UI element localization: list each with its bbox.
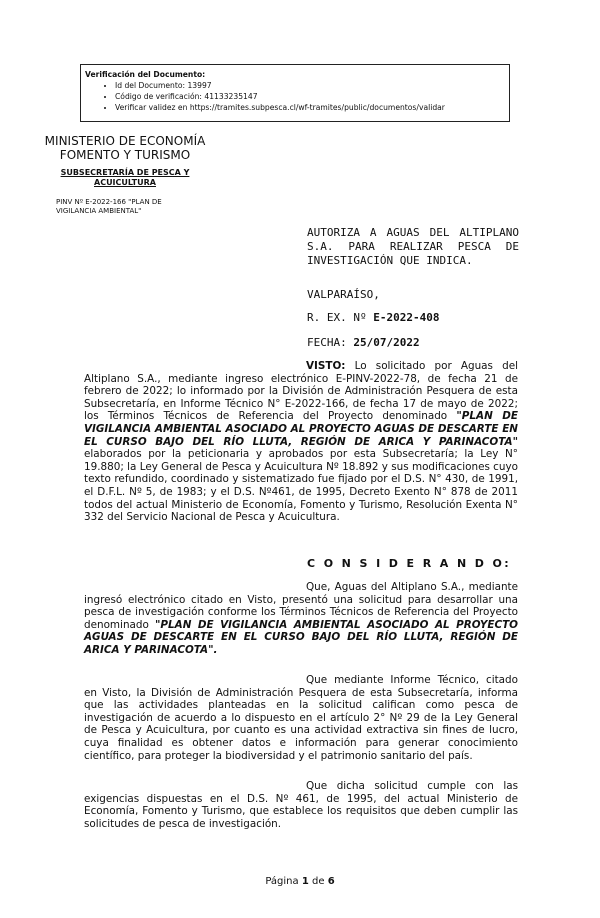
visto-label: VISTO:	[306, 360, 346, 372]
page-total: 6	[327, 876, 335, 887]
pinv-reference: PINV Nº E-2022-166 "PLAN DE VIGILANCIA AMBIENTAL"	[56, 198, 162, 215]
considerando-p2-text: Que mediante Informe Técnico, citado en Visto, la División de Administración Pesquera de esta Subsecretaría, informa que las actividades planteadas en la solicitud califican como pesca de investigación de acuerdo a lo dispuesto en el artículo 2° Nº 29 de la Ley General de Pesca y Acuicultura, por cuanto es una actividad extractiva sin fines de lucro, cuya finalidad es obtener datos e información para generar conocimiento científico, para proteger la biodiversidad y el patrimonio sanitario del país.	[84, 674, 518, 762]
resolution-date	[307, 336, 420, 350]
considerando-p1-project: "PLAN DE VIGILANCIA AMBIENTAL ASOCIADO AL PROYECTO AGUAS DE DESCARTE EN EL CURSO BAJO DEL RÍO LLUTA, REGIÓN DE ARICA Y PARINACOTA".	[84, 618, 518, 656]
considerando-paragraph-2	[84, 674, 518, 762]
considerando-p1-body	[84, 581, 518, 657]
resolution-city: VALPARAÍSO,	[307, 288, 380, 301]
page-of: de	[312, 876, 325, 887]
verification-box	[80, 64, 510, 122]
visto-text-2: elaborados por la peticionaria y aprobados por esta Subsecretaría; la Ley N° 19.880; la Ley General de Pesca y Acuicultura Nº 18.892 y sus modificaciones cuyo texto refundido, coordinado y sistematizado fue fijado por el D.S. N° 430, de 1991, el D.F.L. Nº 5, de 1983; y el D.S. Nº461, de 1995, Decreto Exento N° 878 de 2011 todos del actual Ministerio de Economía, Fomento y Turismo, Resolución Exenta N° 332 del Servicio Nacional de Pesca y Acuicultura.	[84, 448, 518, 524]
considerando-p3-text: Que dicha solicitud cumple con las exigencias dispuestas en el D.S. Nº 461, de 1995, del actual Ministerio de Economía, Fomento y Turismo, que establece los requisitos que deben cumplir las solicitudes de pesca de investigación.	[84, 780, 518, 830]
rex-number: E-2022-408	[373, 311, 440, 324]
considerando-paragraph-3	[84, 780, 518, 830]
fecha-value: 25/07/2022	[353, 336, 420, 349]
fecha-label: FECHA:	[307, 336, 347, 349]
considerando-p1-text: Que, Aguas del Altiplano S.A., mediante ingresó electrónico citado en Visto, presentó una solicitud para desarrollar una pesca de investigación conforme los Términos Técnicos de Referencia del Proyecto denominado	[84, 581, 518, 631]
visto-project: "PLAN DE VIGILANCIA AMBIENTAL ASOCIADO AL PROYECTO AGUAS DE DESCARTE EN EL CURSO BAJO DEL RÍO LLUTA, REGIÓN DE ARICA Y PARINACOTA"	[84, 410, 518, 448]
visto-paragraph	[84, 360, 518, 524]
visto-section	[84, 360, 518, 524]
verification-id: • Id del Documento: 13997	[115, 80, 509, 91]
page-footer	[0, 876, 600, 887]
verification-url[interactable]: • Verificar validez en https://tramites.subpesca.cl/wf-tramites/public/documentos/validar	[115, 102, 509, 113]
considerando-heading: C O N S I D E R A N D O:	[307, 557, 512, 570]
verification-title: Verificación del Documento:	[85, 70, 206, 79]
ministry-name	[20, 134, 230, 162]
rex-label: R. EX. Nº	[307, 311, 367, 324]
considerando-paragraph-1	[84, 581, 518, 657]
verification-code: • Código de verificación: 41133235147	[115, 91, 509, 102]
page-label: Página	[265, 876, 299, 887]
page-current: 1	[301, 876, 309, 887]
verification-list	[85, 80, 509, 113]
ministry-line-1: MINISTERIO DE ECONOMÍA	[44, 134, 206, 148]
ministry-line-2: FOMENTO Y TURISMO	[59, 148, 191, 162]
resolution-title: AUTORIZA A AGUAS DEL ALTIPLANO S.A. PARA REALIZAR PESCA DE INVESTIGACIÓN QUE INDICA.	[307, 226, 519, 267]
resolution-number	[307, 311, 439, 325]
subsecretaria: SUBSECRETARÍA DE PESCA Y ACUICULTURA	[60, 168, 190, 187]
visto-text-1: Lo solicitado por Aguas del Altiplano S.A., mediante ingreso electrónico E-PINV-2022-78, de fecha 21 de febrero de 2022; lo informado por la División de Administración Pesquera de esta Subsecretaría, en Informe Técnico N° E-2022-166, de fecha 17 de mayo de 2022; los Términos Técnicos de Referencia del Proyecto denominado	[84, 360, 518, 423]
